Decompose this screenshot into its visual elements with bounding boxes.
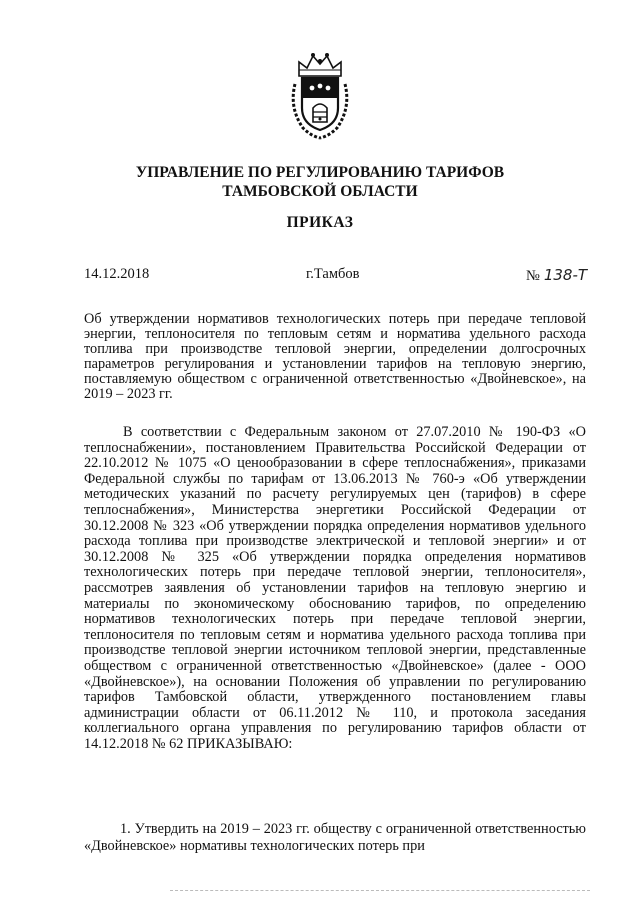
order-item-1: 1. Утвердить на 2019 – 2023 гг. обществу с ограниченной ответственностью «Двойневское» нормативы технологических потерь при [84,821,586,854]
tambov-emblem-graphic [285,48,355,140]
preamble-paragraph: В соответствии с Федеральным законом от 27.07.2010 № 190-ФЗ «О теплоснабжении», постановлением Правительства Российской Федерации от 22.10.2012 № 1075 «О ценообразовании в сфере теплоснабжения», приказами Федеральной службы по тарифам от 13.06.2013 № 760-э «Об утверждении методических указаний по расчету регулируемых цен (тарифов) в сфере теплоснабжения», Министерства энергетики Российской Федерации от 30.12.2008 № 323 «Об утверждении порядка определения нормативов удельного расхода топлива при производстве электрической и тепловой энергии» и от 30.12.2008 № 325 «Об утверждении порядка определения нормативов технологических потерь при передаче тепловой энергии, теплоносителя», рассмотрев заявления об установлении тарифов на тепловую энергию и материалы по экономическому обоснованию тарифов, по определению нормативов технологических потерь при передаче тепловой энергии, теплоносителя по тепловым сетям и норматива удельного расхода топлива при производстве тепловой энергии источником тепловой энергии, представленные обществом с ограниченной ответственностью «Двойневское» (далее - ООО «Двойневское»), на основании Положения об управлении по регулированию тарифов Тамбовской области, утвержденного постановлением главы администрации области от 06.11.2012 № 110, и протокола заседания коллегиального органа управления по регулированию тарифов области от 14.12.2018 № 62 ПРИКАЗЫВАЮ: [84,424,586,752]
scan-artifact-line [170,890,590,895]
order-number [526,266,587,285]
number-sign: № [526,268,540,284]
document-type-title: ПРИКАЗ [286,214,354,231]
order-city: г.Тамбов [306,266,360,282]
order-subject: Об утверждении нормативов технологических потерь при передаче тепловой энергии, теплоносителя по тепловым сетям и норматива удельного расхода топлива при производстве тепловой энергии, определении долгосрочных параметров регулирования и установлении тарифов на тепловую энергию, поставляемую обществом с ограниченной ответственностью «Двойневское», на 2019 – 2023 гг. [84,311,586,402]
handwritten-order-number: 138-Т [543,266,588,284]
order-date: 14.12.2018 [84,266,150,282]
org-title-line-1: УПРАВЛЕНИЕ ПО РЕГУЛИРОВАНИЮ ТАРИФОВ [135,164,505,181]
coat-of-arms-icon [285,48,355,140]
org-title-line-2: ТАМБОВСКОЙ ОБЛАСТИ [222,183,418,200]
